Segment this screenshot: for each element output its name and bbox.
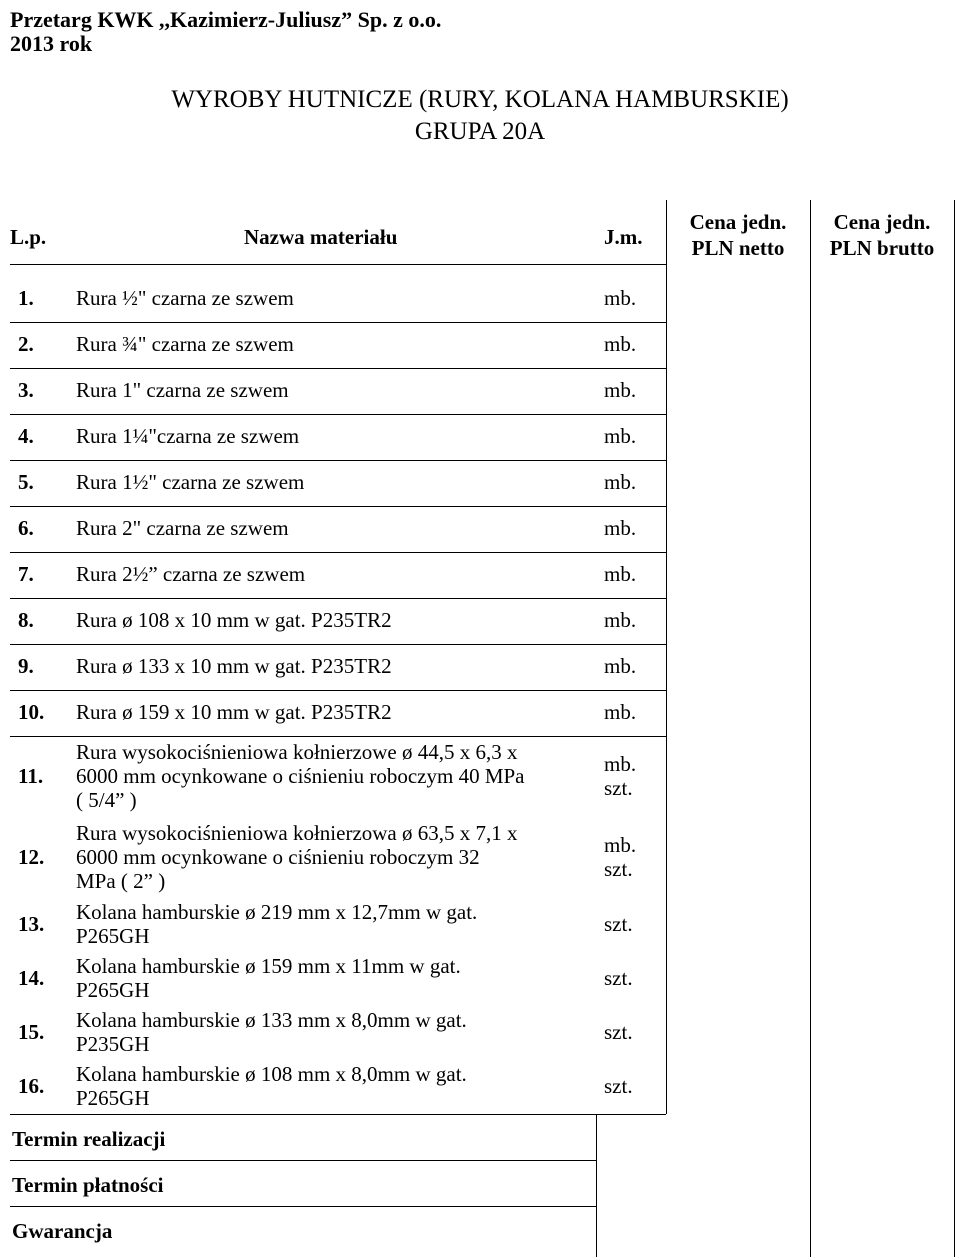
grid-hline xyxy=(10,690,666,691)
material-name: P235GH xyxy=(76,1032,150,1056)
delivery-term-label: Termin realizacji xyxy=(12,1127,166,1151)
grid-hline xyxy=(10,414,666,415)
row-number: 10. xyxy=(18,700,45,724)
material-name: Rura ø 159 x 10 mm w gat. P235TR2 xyxy=(76,700,392,724)
netto-column-left-border xyxy=(666,200,667,1114)
material-name: Rura 2" czarna ze szwem xyxy=(76,516,289,540)
material-name: Rura 2½” czarna ze szwem xyxy=(76,562,306,586)
unit-of-measure: mb. xyxy=(604,470,637,494)
grid-hline xyxy=(10,322,666,323)
row-number: 7. xyxy=(18,562,34,586)
group-title: GRUPA 20A xyxy=(414,118,546,145)
header-rule xyxy=(10,264,666,265)
netto-column-right-border xyxy=(810,200,811,1257)
unit-of-measure: mb. xyxy=(604,332,637,356)
row-number: 4. xyxy=(18,424,34,448)
unit-of-measure: mb. xyxy=(604,833,637,857)
page-title: WYROBY HUTNICZE (RURY, KOLANA HAMBURSKIE) xyxy=(171,86,789,113)
unit-of-measure: mb. xyxy=(604,608,637,632)
column-header-brutto-line2: PLN brutto xyxy=(829,236,935,260)
material-name: Kolana hamburskie ø 133 mm x 8,0mm w gat. xyxy=(76,1008,467,1032)
unit-of-measure: mb. xyxy=(604,752,637,776)
unit-of-measure: mb. xyxy=(604,562,637,586)
material-name: Rura wysokociśnieniowa kołnierzowa ø 63,5 x 7,1 x xyxy=(76,821,518,845)
material-name: Rura ø 108 x 10 mm w gat. P235TR2 xyxy=(76,608,392,632)
unit-of-measure: mb. xyxy=(604,424,637,448)
grid-hline xyxy=(10,736,666,737)
material-name: Rura 1¼"czarna ze szwem xyxy=(76,424,300,448)
payment-term-label: Termin płatności xyxy=(12,1173,164,1197)
row-number: 3. xyxy=(18,378,34,402)
unit-of-measure: szt. xyxy=(604,776,633,800)
column-header-jm: J.m. xyxy=(604,225,643,249)
material-name: P265GH xyxy=(76,924,150,948)
unit-of-measure: mb. xyxy=(604,700,637,724)
material-name: Rura ø 133 x 10 mm w gat. P235TR2 xyxy=(76,654,392,678)
unit-of-measure: mb. xyxy=(604,286,637,310)
row-number: 6. xyxy=(18,516,34,540)
unit-of-measure: mb. xyxy=(604,516,637,540)
material-name: Rura wysokociśnieniowa kołnierzowe ø 44,5 x 6,3 x xyxy=(76,740,518,764)
column-header-name: Nazwa materiału xyxy=(244,225,398,249)
row-number: 8. xyxy=(18,608,34,632)
material-name: Rura 1½" czarna ze szwem xyxy=(76,470,305,494)
table-bottom-rule xyxy=(10,1114,666,1115)
material-name: ( 5/4” ) xyxy=(76,788,137,812)
material-name: Rura ¾" czarna ze szwem xyxy=(76,332,294,356)
unit-of-measure: szt. xyxy=(604,857,633,881)
material-name: Rura 1" czarna ze szwem xyxy=(76,378,289,402)
footer-rule-1 xyxy=(10,1160,596,1161)
column-header-netto-line1: Cena jedn. xyxy=(689,210,787,234)
material-name: P265GH xyxy=(76,978,150,1002)
material-name: 6000 mm ocynkowane o ciśnieniu roboczym 40 MPa xyxy=(76,764,525,788)
grid-hline xyxy=(10,598,666,599)
column-header-lp: L.p. xyxy=(10,225,47,249)
row-number: 16. xyxy=(18,1074,45,1098)
row-number: 11. xyxy=(18,764,44,788)
row-number: 14. xyxy=(18,966,45,990)
footer-column-border xyxy=(596,1114,597,1257)
row-number: 5. xyxy=(18,470,34,494)
column-header-netto-line2: PLN netto xyxy=(691,236,785,260)
row-number: 15. xyxy=(18,1020,45,1044)
tender-year: 2013 rok xyxy=(10,31,93,56)
material-name: Kolana hamburskie ø 108 mm x 8,0mm w gat. xyxy=(76,1062,467,1086)
material-name: Kolana hamburskie ø 159 mm x 11mm w gat. xyxy=(76,954,461,978)
unit-of-measure: mb. xyxy=(604,654,637,678)
tender-title: Przetarg KWK ,,Kazimierz-Juliusz” Sp. z o.o. xyxy=(10,7,442,32)
material-name: 6000 mm ocynkowane o ciśnieniu roboczym 32 xyxy=(76,845,480,869)
grid-hline xyxy=(10,644,666,645)
row-number: 12. xyxy=(18,845,45,869)
unit-of-measure: szt. xyxy=(604,966,633,990)
brutto-column-right-border xyxy=(954,200,955,1257)
row-number: 13. xyxy=(18,912,45,936)
footer-rule-2 xyxy=(10,1206,596,1207)
material-name: Rura ½" czarna ze szwem xyxy=(76,286,294,310)
warranty-label: Gwarancja xyxy=(12,1219,113,1243)
grid-hline xyxy=(10,552,666,553)
unit-of-measure: szt. xyxy=(604,1020,633,1044)
material-name: MPa ( 2” ) xyxy=(76,869,166,893)
unit-of-measure: mb. xyxy=(604,378,637,402)
row-number: 2. xyxy=(18,332,34,356)
grid-hline xyxy=(10,506,666,507)
row-number: 1. xyxy=(18,286,34,310)
grid-hline xyxy=(10,460,666,461)
grid-hline xyxy=(10,368,666,369)
row-number: 9. xyxy=(18,654,34,678)
material-name: P265GH xyxy=(76,1086,150,1110)
unit-of-measure: szt. xyxy=(604,912,633,936)
material-name: Kolana hamburskie ø 219 mm x 12,7mm w gat. xyxy=(76,900,478,924)
unit-of-measure: szt. xyxy=(604,1074,633,1098)
column-header-brutto-line1: Cena jedn. xyxy=(833,210,931,234)
